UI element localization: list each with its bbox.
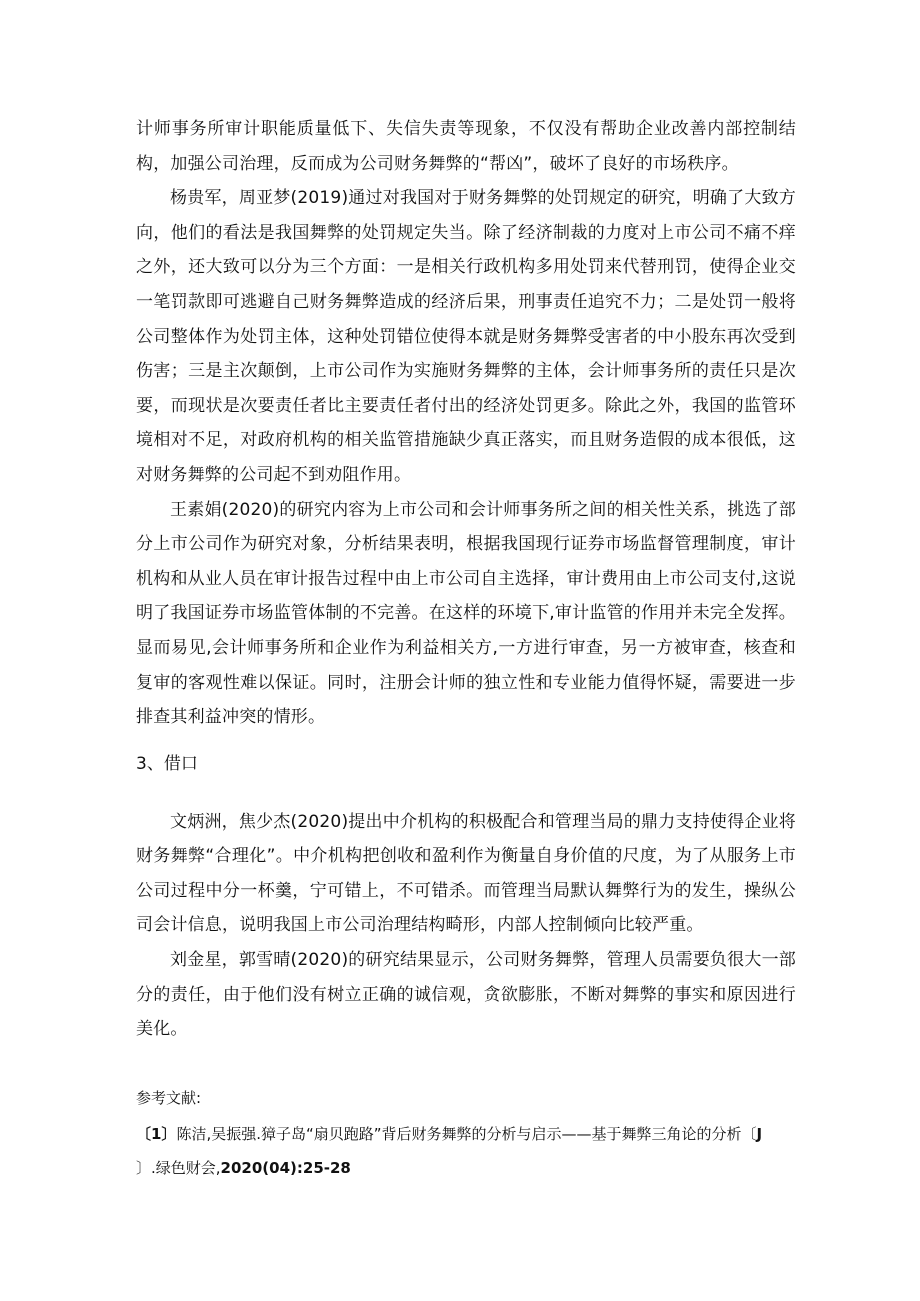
paragraph-wang: 王素娟(2020)的研究内容为上市公司和会计师事务所之间的相关性关系，挑选了部分上市公司作为研究对象，分析结果表明，根据我国现行证券市场监督管理制度，审计机构和从业人员在审计报告过程中由上市公司自主选择，审计费用由上市公司支付,这说明了我国证券市场监管体制的不完善。在这样的环境下,审计监管的作用并未完全发挥。显而易见,会计师事务所和企业作为利益相关方,一方进行审查，另一方被审查，核查和复审的客观性难以保证。同时，注册会计师的独立性和专业能力值得怀疑，需要进一步排查其利益冲突的情形。	[136, 499, 796, 728]
paragraph-wen-jiao: 文炳洲，焦少杰(2020)提出中介机构的积极配合和管理当局的鼎力支持使得企业将财务舞弊“合理化”。中介机构把创收和盈利作为衡量自身价值的尺度，为了从服务上市公司过程中分一杯羹，宁可错上，不可错杀。而管理当局默认舞弊行为的发生，操纵公司会计信息，说明我国上市公司治理结构畸形，内部人控制倾向比较严重。	[136, 811, 796, 936]
reference-number: 〔1〕	[136, 1124, 177, 1143]
reference-type: J	[756, 1124, 763, 1143]
paragraph-continuation: 计师事务所审计职能质量低下、失信失责等现象，不仅没有帮助企业改善内部控制结构，加强公司治理，反而成为公司财务舞弊的“帮凶”，破坏了良好的市场秩序。	[136, 119, 796, 174]
reference-text: 陈洁,吴振强.獐子岛“扇贝跑路”背后财务舞弊的分析与启示——基于舞弊三角论的分析〔	[176, 1124, 757, 1143]
paragraph-yang-zhou: 杨贵军，周亚梦(2019)通过对我国对于财务舞弊的处罚规定的研究，明确了大致方向，他们的看法是我国舞弊的处罚规定失当。除了经济制裁的力度对上市公司不痛不痒之外，还大致可以分为三个方面：一是相关行政机构多用处罚来代替刑罚，使得企业交一笔罚款即可逃避自己财务舞弊造成的经济后果，刑事责任追究不力；二是处罚一般将公司整体作为处罚主体，这种处罚错位使得本就是财务舞弊受害者的中小股东再次受到伤害；三是主次颠倒，上市公司作为实施财务舞弊的主体，会计师事务所的责任只是次要，而现状是次要责任者比主要责任者付出的经济处罚更多。除此之外，我国的监管环境相对不足，对政府机构的相关监管措施缺少真正落实，而且财务造假的成本很低，这对财务舞弊的公司起不到劝阻作用。	[136, 188, 796, 485]
document-page	[136, 112, 796, 1185]
reference-item	[136, 1117, 796, 1185]
section-heading: 3、借口	[136, 753, 198, 774]
reference-source: 〕.绿色财会,	[136, 1158, 221, 1177]
paragraph-liu-guo: 刘金星，郭雪晴(2020)的研究结果显示，公司财务舞弊，管理人员需要负很大一部分的责任，由于他们没有树立正确的诚信观，贪欲膨胀，不断对舞弊的事实和原因进行美化。	[136, 950, 796, 1040]
references-title: 参考文献:	[136, 1088, 202, 1107]
reference-pages: 2020(04):25-28	[220, 1158, 351, 1177]
